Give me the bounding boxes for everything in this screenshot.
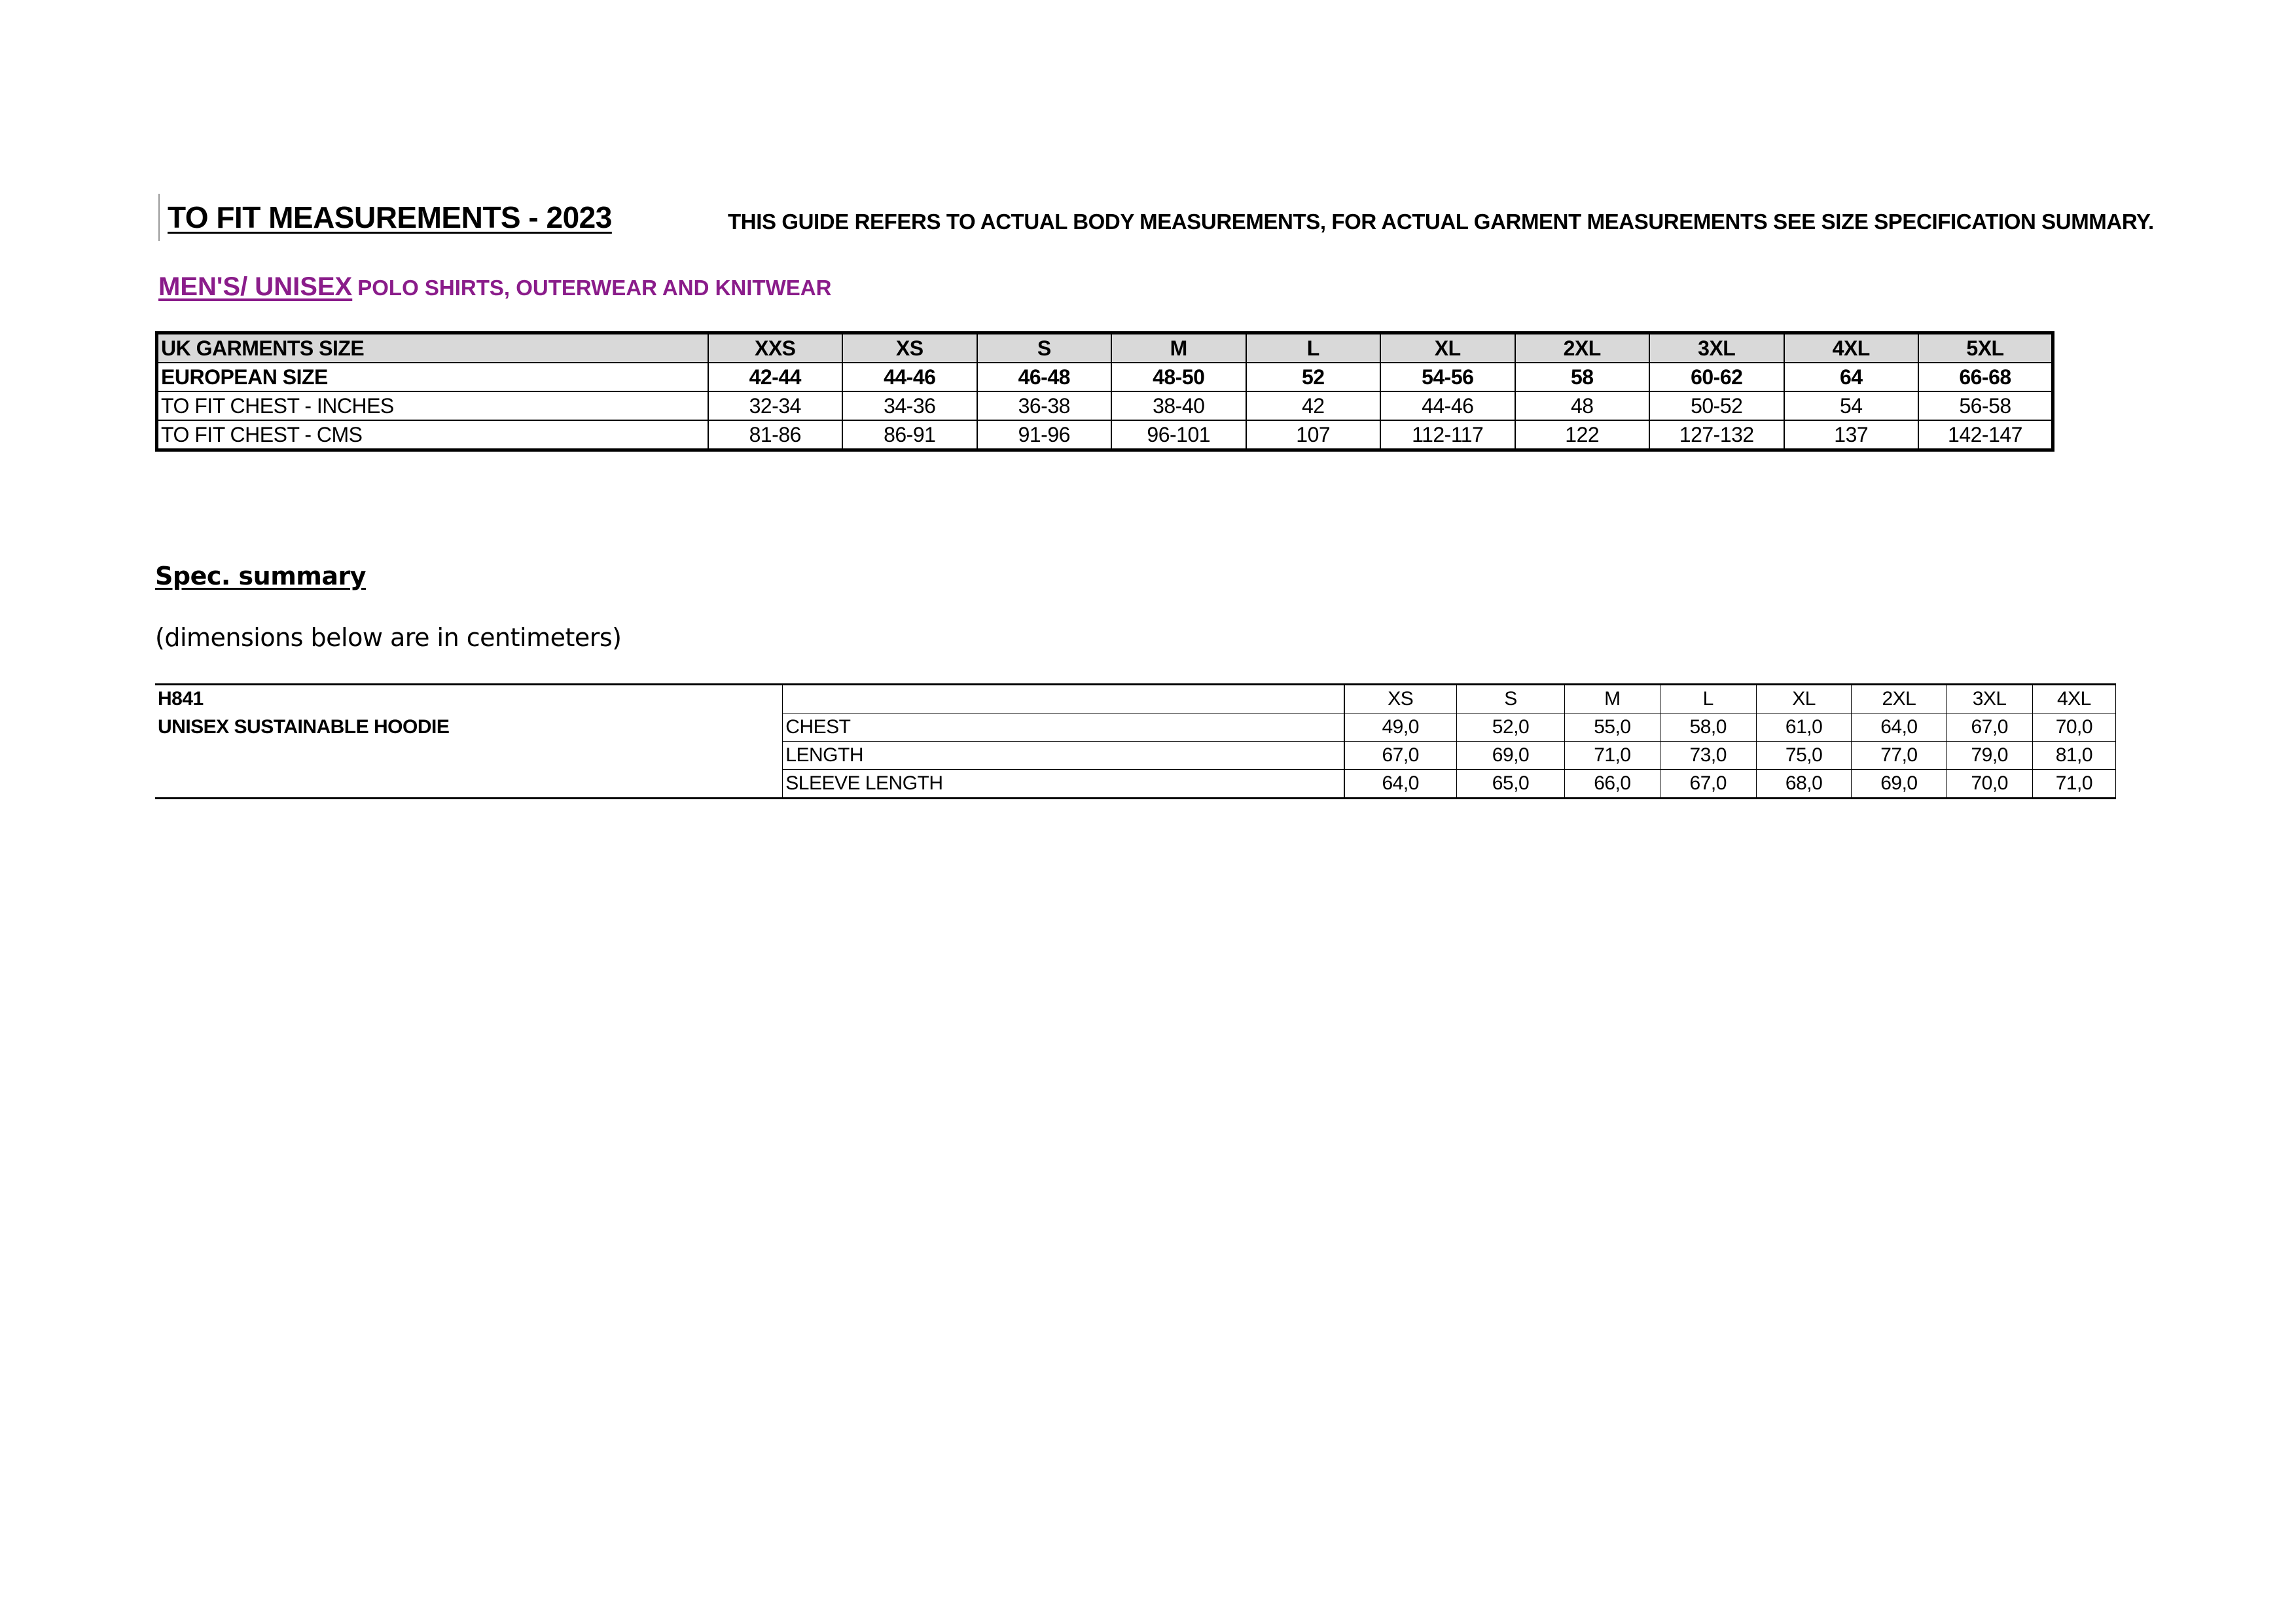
spec-row bbox=[155, 713, 2116, 742]
size-cell: 56-58 bbox=[1918, 391, 2053, 420]
spec-value: 71,0 bbox=[1565, 742, 1660, 770]
spec-size-header: XS bbox=[1344, 685, 1457, 713]
size-cell: L bbox=[1246, 333, 1381, 363]
spec-measure-label: LENGTH bbox=[783, 742, 1344, 770]
spec-value: 49,0 bbox=[1344, 713, 1457, 742]
spec-value: 79,0 bbox=[1946, 742, 2032, 770]
size-cell: 42-44 bbox=[708, 363, 843, 391]
size-cell: S bbox=[977, 333, 1112, 363]
category-heading bbox=[158, 272, 831, 302]
spec-size-header: 4XL bbox=[2032, 685, 2115, 713]
spec-value: 68,0 bbox=[1756, 770, 1851, 799]
size-row bbox=[157, 363, 2053, 391]
spec-value: 61,0 bbox=[1756, 713, 1851, 742]
size-cell: 107 bbox=[1246, 420, 1381, 450]
size-cell: 66-68 bbox=[1918, 363, 2053, 391]
spec-measure-label: CHEST bbox=[783, 713, 1344, 742]
spec-value: 70,0 bbox=[2032, 713, 2115, 742]
size-row-label: TO FIT CHEST - INCHES bbox=[157, 391, 708, 420]
spec-size-header: S bbox=[1456, 685, 1565, 713]
spec-value: 75,0 bbox=[1756, 742, 1851, 770]
size-cell: 137 bbox=[1784, 420, 1919, 450]
measure-header-cell bbox=[783, 685, 1344, 713]
size-cell: 54-56 bbox=[1380, 363, 1515, 391]
size-cell: 46-48 bbox=[977, 363, 1112, 391]
size-cell: 142-147 bbox=[1918, 420, 2053, 450]
size-cell: 48-50 bbox=[1111, 363, 1246, 391]
size-cell: XS bbox=[842, 333, 977, 363]
size-cell: 3XL bbox=[1649, 333, 1784, 363]
spec-row bbox=[155, 742, 2116, 770]
category-rest: POLO SHIRTS, OUTERWEAR AND KNITWEAR bbox=[357, 276, 832, 300]
spec-value: 58,0 bbox=[1660, 713, 1756, 742]
spec-table bbox=[155, 683, 2116, 799]
product-cell bbox=[155, 770, 783, 799]
size-table-body bbox=[157, 333, 2053, 450]
size-row bbox=[157, 391, 2053, 420]
size-cell: M bbox=[1111, 333, 1246, 363]
spec-value: 69,0 bbox=[1456, 742, 1565, 770]
spec-value: 52,0 bbox=[1456, 713, 1565, 742]
size-cell: 32-34 bbox=[708, 391, 843, 420]
spec-size-header: L bbox=[1660, 685, 1756, 713]
size-row bbox=[157, 333, 2053, 363]
size-row-label: UK GARMENTS SIZE bbox=[157, 333, 708, 363]
size-cell: 42 bbox=[1246, 391, 1381, 420]
size-cell: 60-62 bbox=[1649, 363, 1784, 391]
size-cell: XXS bbox=[708, 333, 843, 363]
size-cell: 81-86 bbox=[708, 420, 843, 450]
size-cell: 112-117 bbox=[1380, 420, 1515, 450]
size-cell: 86-91 bbox=[842, 420, 977, 450]
spec-value: 69,0 bbox=[1852, 770, 1946, 799]
product-name: UNISEX SUSTAINABLE HOODIE bbox=[158, 716, 450, 738]
spec-size-header: 3XL bbox=[1946, 685, 2032, 713]
size-cell: 50-52 bbox=[1649, 391, 1784, 420]
spec-row bbox=[155, 770, 2116, 799]
size-cell: 96-101 bbox=[1111, 420, 1246, 450]
size-cell: 5XL bbox=[1918, 333, 2053, 363]
spec-value: 77,0 bbox=[1852, 742, 1946, 770]
size-cell: 2XL bbox=[1515, 333, 1650, 363]
spec-table-body bbox=[155, 685, 2116, 799]
spec-value: 64,0 bbox=[1344, 770, 1457, 799]
size-cell: 38-40 bbox=[1111, 391, 1246, 420]
size-cell: 48 bbox=[1515, 391, 1650, 420]
size-cell: 127-132 bbox=[1649, 420, 1784, 450]
product-cell bbox=[155, 742, 783, 770]
product-code: H841 bbox=[155, 685, 783, 713]
size-cell: 4XL bbox=[1784, 333, 1919, 363]
spec-value: 55,0 bbox=[1565, 713, 1660, 742]
spec-size-header: XL bbox=[1756, 685, 1851, 713]
spec-note: (dimensions below are in centimeters) bbox=[155, 623, 622, 652]
spec-value: 81,0 bbox=[2032, 742, 2115, 770]
spec-size-header: 2XL bbox=[1852, 685, 1946, 713]
size-cell: 52 bbox=[1246, 363, 1381, 391]
spec-value: 70,0 bbox=[1946, 770, 2032, 799]
size-cell: 122 bbox=[1515, 420, 1650, 450]
spec-value: 67,0 bbox=[1946, 713, 2032, 742]
title-block bbox=[158, 194, 612, 241]
page-title: TO FIT MEASUREMENTS - 2023 bbox=[168, 200, 612, 234]
size-cell: 54 bbox=[1784, 391, 1919, 420]
spec-value: 66,0 bbox=[1565, 770, 1660, 799]
size-row bbox=[157, 420, 2053, 450]
guide-note: THIS GUIDE REFERS TO ACTUAL BODY MEASUREMENTS, FOR ACTUAL GARMENT MEASUREMENTS SEE SIZE SPECIFICATION SUMMARY. bbox=[728, 209, 2154, 234]
size-cell: 34-36 bbox=[842, 391, 977, 420]
spec-title: Spec. summary bbox=[155, 562, 367, 590]
spec-value: 64,0 bbox=[1852, 713, 1946, 742]
spec-value: 67,0 bbox=[1344, 742, 1457, 770]
size-cell: 58 bbox=[1515, 363, 1650, 391]
spec-measure-label: SLEEVE LENGTH bbox=[783, 770, 1344, 799]
size-cell: 44-46 bbox=[842, 363, 977, 391]
spec-value: 65,0 bbox=[1456, 770, 1565, 799]
size-row-label: EUROPEAN SIZE bbox=[157, 363, 708, 391]
size-cell: 64 bbox=[1784, 363, 1919, 391]
size-cell: 36-38 bbox=[977, 391, 1112, 420]
size-cell: 44-46 bbox=[1380, 391, 1515, 420]
size-row-label: TO FIT CHEST - CMS bbox=[157, 420, 708, 450]
spec-value: 71,0 bbox=[2032, 770, 2115, 799]
size-table bbox=[155, 331, 2054, 452]
spec-value: 73,0 bbox=[1660, 742, 1756, 770]
category-main: MEN'S/ UNISEX bbox=[158, 272, 353, 301]
size-cell: XL bbox=[1380, 333, 1515, 363]
size-cell: 91-96 bbox=[977, 420, 1112, 450]
spec-size-header: M bbox=[1565, 685, 1660, 713]
spec-value: 67,0 bbox=[1660, 770, 1756, 799]
spec-header-row bbox=[155, 685, 2116, 713]
